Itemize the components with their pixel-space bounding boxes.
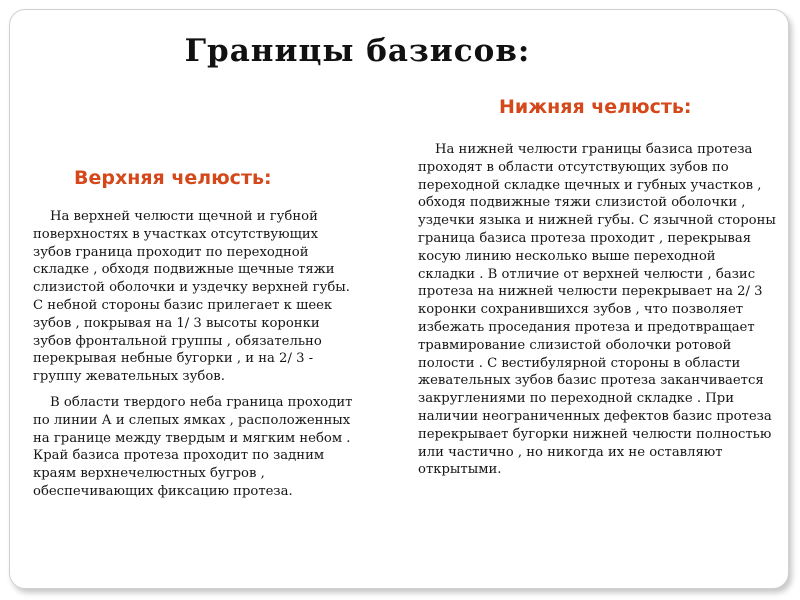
upper-jaw-heading: Верхняя челюсть: [74, 167, 272, 189]
slide-title: Границы базисов: [184, 33, 531, 69]
lower-jaw-heading: Нижняя челюсть: [499, 96, 692, 118]
upper-jaw-paragraph-1: На верхней челюсти щечной и губной поверхностях в участках отсутствующих зубов граница проходит по переходной складке , обходя подвижные щечные тяжи слизистой оболочки и уздечку верхней губы. С небной стороны базис прилегает к шеек зубов , покрывая на 1/ 3 высоты коронки зубов фронтальной группы , обязательно перекрывая небные бугорки , и на 2/ 3 - группу жевательных зубов. [33, 209, 350, 385]
lower-jaw-text [418, 141, 776, 487]
lower-jaw-paragraph-1: На нижней челюсти границы базиса протеза проходят в области отсутствующих зубов по переходной складке щечных и губных участков , обходя подвижные тяжи слизистой оболочки , уздечки языка и нижней губы. С язычной стороны граница базиса протеза проходит , перекрывая косую линию несколько выше переходной складки . В отличие от верхней челюсти , базис протеза на нижней челюсти перекрывает на 2/ 3 коронки сохранившихся зубов , что позволяет избежать проседания протеза и предотвращает травмирование слизистой оболочки ротовой полости . С вестибулярной стороны в области жевательных зубов базис протеза заканчивается закруглениями по переходной складке . При наличии неограниченных дефектов базис протеза перекрывает бугорки нижней челюсти полностью или частично , но никогда их не оставляют открытыми. [418, 142, 776, 478]
upper-jaw-paragraph-2: В области твердого неба граница проходит по линии А и слепых ямках , расположенных на границе между твердым и мягким небом . Край базиса протеза проходит по задним краям верхнечелюстных бугров , обеспечивающих фиксацию протеза. [33, 394, 353, 499]
upper-jaw-text [33, 208, 358, 509]
